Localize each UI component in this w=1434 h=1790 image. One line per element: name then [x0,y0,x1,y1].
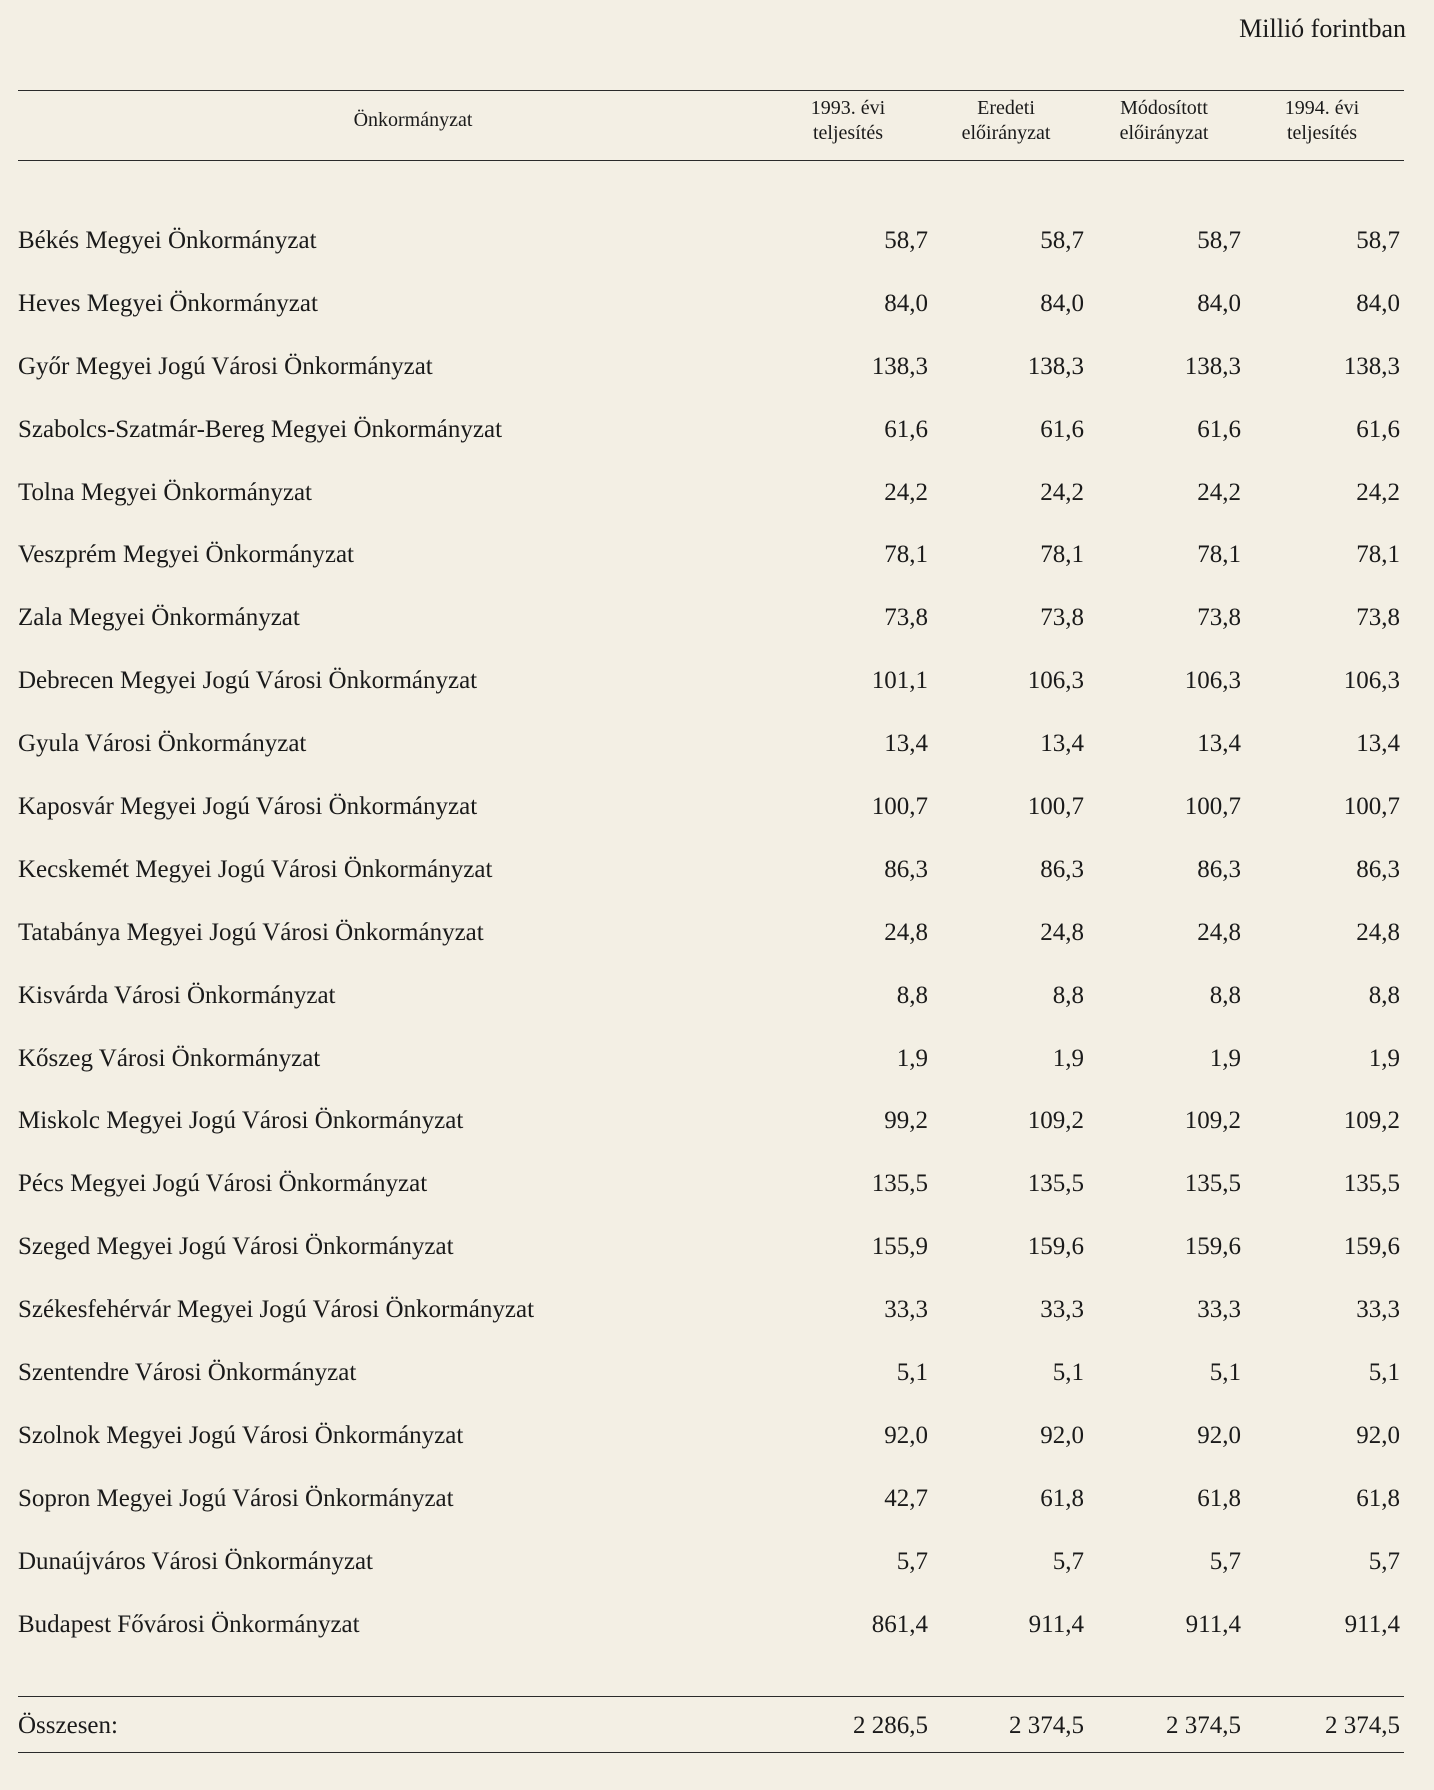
total-rule-top [18,1696,1404,1697]
row-col2: 61,6 [1040,415,1084,443]
row-col3: 138,3 [1184,352,1241,380]
row-col4: 84,0 [1356,289,1400,317]
row-col2: 24,8 [1040,918,1084,946]
row-col4: 58,7 [1356,227,1400,254]
row-col3: 78,1 [1197,541,1241,569]
row-col3: 86,3 [1197,855,1241,883]
table-row [18,965,1404,1028]
row-col1: 8,8 [896,981,928,1009]
row-col3: 100,7 [1184,793,1241,821]
total-rule-bottom [18,1752,1404,1753]
row-col4: 61,8 [1356,1484,1400,1512]
row-col2: 911,4 [1028,1610,1084,1638]
row-col4: 24,2 [1356,478,1400,506]
table-row [18,210,1404,273]
table-body [18,210,1404,1656]
header-col2: Eredeti előirányzat [961,97,1051,144]
row-col1: 24,2 [884,478,928,506]
row-col3: 109,2 [1184,1107,1241,1135]
row-col2: 5,1 [1052,1359,1084,1387]
row-name: Győr Megyei Jogú Városi Önkormányzat [18,352,433,380]
total-label: Összesen: [18,1712,118,1739]
table-row [18,1405,1404,1468]
table-row [18,713,1404,776]
row-col2: 106,3 [1027,667,1084,695]
row-col4: 138,3 [1343,352,1400,380]
row-col3: 33,3 [1197,1296,1241,1324]
unit-note: Millió forintban [1239,14,1406,43]
row-col2: 138,3 [1027,352,1084,380]
row-col3: 106,3 [1184,667,1241,695]
row-col3: 84,0 [1197,289,1241,317]
row-col4: 92,0 [1356,1421,1400,1449]
row-col2: 58,7 [1040,227,1084,254]
row-col3: 5,1 [1209,1359,1241,1387]
row-col2: 5,7 [1052,1547,1084,1575]
row-col3: 5,7 [1209,1547,1241,1575]
row-col1: 84,0 [884,289,928,317]
row-col4: 5,1 [1368,1359,1400,1387]
table-row [18,1153,1404,1216]
row-name: Kőszeg Városi Önkormányzat [18,1044,321,1072]
row-col3: 135,5 [1184,1170,1241,1198]
table-row [18,587,1404,650]
row-name: Heves Megyei Önkormányzat [18,289,318,317]
table-row [18,462,1404,525]
total-col4: 2 374,5 [1325,1712,1400,1739]
row-col2: 24,2 [1040,478,1084,506]
table-row [18,839,1404,902]
row-col4: 24,8 [1356,918,1400,946]
row-name: Szeged Megyei Jogú Városi Önkormányzat [18,1233,454,1261]
row-col4: 5,7 [1368,1547,1400,1575]
row-col3: 58,7 [1197,227,1241,254]
header-col1: 1993. évi teljesítés [810,97,886,144]
row-col1: 86,3 [884,855,928,883]
row-name: Dunaújváros Városi Önkormányzat [18,1547,374,1575]
row-col1: 135,5 [871,1170,928,1198]
row-col3: 13,4 [1197,730,1241,758]
row-col2: 135,5 [1027,1170,1084,1198]
row-col1: 33,3 [884,1296,928,1324]
row-col1: 42,7 [884,1484,928,1512]
row-col1: 78,1 [884,541,928,569]
table-row [18,902,1404,965]
row-col3: 24,2 [1197,478,1241,506]
row-col4: 33,3 [1356,1296,1400,1324]
row-col4: 61,6 [1356,415,1400,443]
table-row [18,1594,1404,1657]
row-col3: 92,0 [1197,1421,1241,1449]
row-name: Pécs Megyei Jogú Városi Önkormányzat [18,1170,428,1198]
row-name: Békés Megyei Önkormányzat [18,227,317,254]
row-name: Debrecen Megyei Jogú Városi Önkormányzat [18,667,478,695]
row-col4: 159,6 [1343,1233,1400,1261]
row-col1: 155,9 [871,1233,928,1261]
row-name: Sopron Megyei Jogú Városi Önkormányzat [18,1484,454,1512]
row-col1: 13,4 [884,730,928,758]
row-name: Gyula Városi Önkormányzat [18,730,307,758]
table-row [18,1216,1404,1279]
row-name: Budapest Fővárosi Önkormányzat [18,1610,360,1638]
row-col1: 61,6 [884,415,928,443]
total-col3: 2 374,5 [1166,1712,1241,1739]
table-header [18,96,1404,160]
row-name: Veszprém Megyei Önkormányzat [18,541,354,569]
header-col3: Módosított előirányzat [1119,97,1209,144]
total-col2: 2 374,5 [1009,1712,1084,1739]
row-col3: 73,8 [1197,604,1241,632]
table-row [18,776,1404,839]
table-row [18,1279,1404,1342]
row-name: Székesfehérvár Megyei Jogú Városi Önkormányzat [18,1296,535,1324]
row-col2: 1,9 [1052,1044,1084,1072]
row-name: Szabolcs-Szatmár-Bereg Megyei Önkormányzat [18,415,503,443]
table-row [18,273,1404,336]
row-col1: 100,7 [871,793,928,821]
header-rule [18,160,1404,161]
row-name: Tatabánya Megyei Jogú Városi Önkormányzat [18,918,484,946]
row-col3: 911,4 [1185,1610,1241,1638]
row-col1: 73,8 [884,604,928,632]
row-col2: 8,8 [1052,981,1084,1009]
row-col1: 5,1 [896,1359,928,1387]
row-col1: 58,7 [884,227,928,254]
row-col2: 159,6 [1027,1233,1084,1261]
row-col2: 84,0 [1040,289,1084,317]
row-col3: 61,8 [1197,1484,1241,1512]
row-name: Tolna Megyei Önkormányzat [18,478,312,506]
row-col1: 861,4 [871,1610,928,1638]
row-col4: 1,9 [1368,1044,1400,1072]
row-col1: 99,2 [884,1107,928,1135]
row-col3: 61,6 [1197,415,1241,443]
table-row [18,399,1404,462]
header-col4: 1994. évi teljesítés [1284,97,1360,144]
row-col2: 86,3 [1040,855,1084,883]
row-col1: 101,1 [871,667,928,695]
top-rule [18,90,1404,91]
row-name: Szolnok Megyei Jogú Városi Önkormányzat [18,1421,464,1449]
table-row [18,524,1404,587]
table-row [18,650,1404,713]
row-col3: 24,8 [1197,918,1241,946]
table-row [18,1090,1404,1153]
row-col4: 73,8 [1356,604,1400,632]
row-col3: 159,6 [1184,1233,1241,1261]
row-col1: 24,8 [884,918,928,946]
row-col2: 61,8 [1040,1484,1084,1512]
row-col2: 100,7 [1027,793,1084,821]
table-row [18,1028,1404,1091]
row-col1: 1,9 [896,1044,928,1072]
row-col2: 73,8 [1040,604,1084,632]
row-col3: 8,8 [1209,981,1241,1009]
row-name: Kaposvár Megyei Jogú Városi Önkormányzat [18,793,478,821]
row-name: Kisvárda Városi Önkormányzat [18,981,336,1009]
row-col4: 106,3 [1343,667,1400,695]
row-col4: 13,4 [1356,730,1400,758]
row-col4: 86,3 [1356,855,1400,883]
row-col4: 109,2 [1343,1107,1400,1135]
row-name: Zala Megyei Önkormányzat [18,604,300,632]
row-col4: 100,7 [1343,793,1400,821]
row-name: Szentendre Városi Önkormányzat [18,1359,357,1387]
table-row [18,1531,1404,1594]
row-col4: 135,5 [1343,1170,1400,1198]
row-col2: 92,0 [1040,1421,1084,1449]
row-col4: 911,4 [1344,1610,1400,1638]
total-col1: 2 286,5 [853,1712,928,1739]
row-col2: 109,2 [1027,1107,1084,1135]
total-row [18,1698,1404,1754]
row-col1: 138,3 [871,352,928,380]
row-name: Miskolc Megyei Jogú Városi Önkormányzat [18,1107,464,1135]
table-row [18,1468,1404,1531]
header-name: Önkormányzat [353,109,473,131]
row-col2: 78,1 [1040,541,1084,569]
row-name: Kecskemét Megyei Jogú Városi Önkormányzat [18,855,493,883]
row-col4: 78,1 [1356,541,1400,569]
row-col2: 33,3 [1040,1296,1084,1324]
row-col4: 8,8 [1368,981,1400,1009]
table-row [18,336,1404,399]
row-col2: 13,4 [1040,730,1084,758]
table-row [18,1342,1404,1405]
row-col3: 1,9 [1209,1044,1241,1072]
row-col1: 92,0 [884,1421,928,1449]
row-col1: 5,7 [896,1547,928,1575]
